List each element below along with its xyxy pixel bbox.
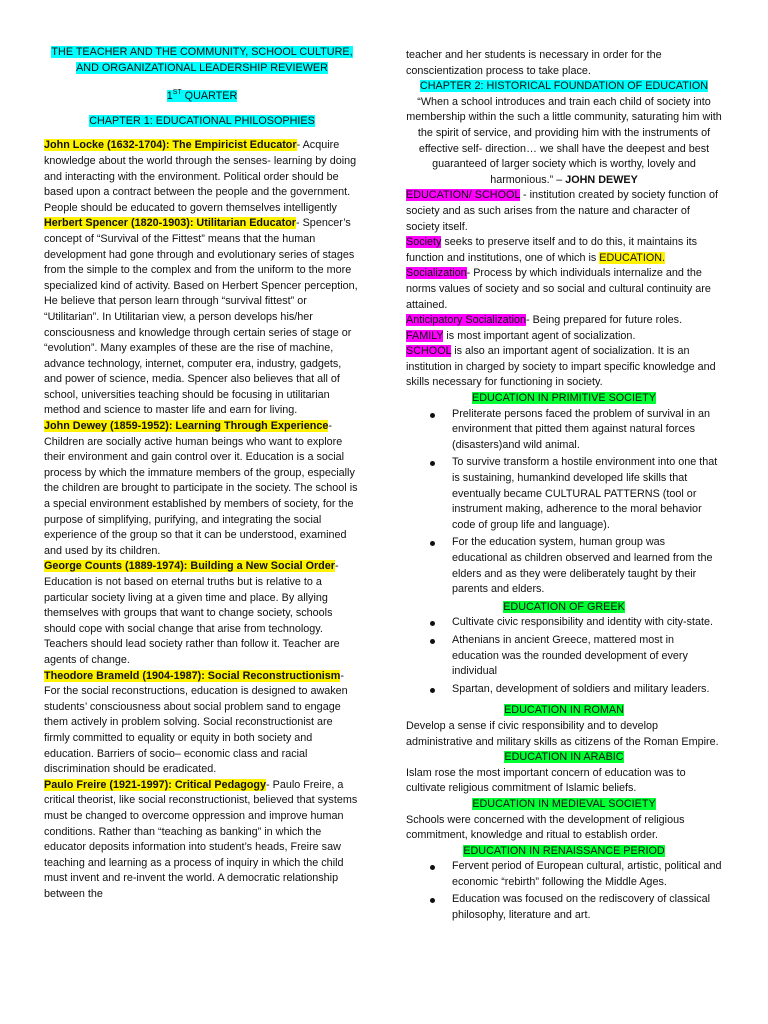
medieval-text: Schools were concerned with the development of religious commitment, knowledge and ritual to establish order. bbox=[406, 813, 685, 842]
list-item: Spartan, development of soldiers and military leaders. bbox=[406, 682, 722, 698]
definition-family: FAMILY is most important agent of socialization. bbox=[406, 329, 636, 342]
list-item: Fervent period of European cultural, artistic, political and economic “rebirth” following the Middle Ages. bbox=[406, 859, 722, 890]
term: FAMILY bbox=[406, 329, 444, 342]
section-heading-arabic: EDUCATION IN ARABIC bbox=[504, 751, 624, 764]
philosopher-text: - Children are socially active human beings who want to explore their environment and gain control over it. Education is a social process by which the immature members of the group, especially the children are brought to participate in the society. The school is a special environment established by members of society, for the purpose of simplifying, purifying, and integrating the social experience of the group so that it can be understood, examined and used by its children. bbox=[44, 420, 358, 557]
title-line-1: THE TEACHER AND THE COMMUNITY, SCHOOL CULTURE, bbox=[51, 46, 353, 58]
philosopher-name: Herbert Spencer (1820-1903): Utilitarian Educator bbox=[44, 217, 297, 230]
philosopher-text: - For the social reconstructions, education is designed to awaken students’ consciousness about social problem sand to engage them actively in problem solving. Social reconstructionist are firmly committed to equality or equity in both society and education. Barriers of socio– economic class and racial discrimination should be eradicated. bbox=[44, 669, 348, 776]
title-line-2: AND ORGANIZATIONAL LEADERSHIP REVIEWER bbox=[76, 61, 328, 74]
quote-text: “When a school introduces and train each child of society into membership within the such a little community, saturating him with the spirit of service, and providing him with the instruments of effective self- direction… we shall have the deepest and best guaranteed of larger society which is worthy, lovely and harmonious.” – bbox=[406, 95, 722, 186]
definition-anticipatory: Anticipatory Socialization- Being prepared for future roles. bbox=[406, 314, 683, 327]
philosopher-entry bbox=[44, 419, 360, 559]
quarter-number: 1 bbox=[166, 90, 173, 103]
philosopher-entry bbox=[44, 778, 360, 903]
definition-school: SCHOOL is also an important agent of socialization. It is an institution in charged by society to impart specific knowledge and skills necessary for functioning in society. bbox=[406, 345, 716, 389]
section-heading-roman: EDUCATION IN ROMAN bbox=[504, 704, 624, 717]
list-renaissance bbox=[406, 859, 722, 923]
philosopher-text: - Spencer’s concept of “Survival of the Fittest” means that the human development had gone through and evolutionary series of stages from the simple to the complex and from the uniform to the more specialized kind of activity. Based on Herbert Spencer perception, He believe that person learn through “survival fittest” or “Utilitarian”. In Utilitarian view, a person develops his/her consciousness and knowledge through certain series of stage or “evolution”. Many examples of these are the rise of machine, advance technology, internet, computer era, industry, gadgets, and power of science, media. Spencer also believes that all of school, universities teaching should be focusing in utilitarian method and science to master life and earn for living. bbox=[44, 217, 358, 417]
philosopher-name: George Counts (1889-1974): Building a New Social Order bbox=[44, 560, 335, 573]
quarter-superscript: ST bbox=[172, 89, 182, 97]
left-column bbox=[44, 0, 360, 902]
list-item: Cultivate civic responsibility and identity with city-state. bbox=[406, 615, 722, 631]
philosopher-name: Theodore Brameld (1904-1987): Social Reconstructionism bbox=[44, 669, 341, 682]
dewey-quote bbox=[406, 95, 722, 189]
definition-education-school: EDUCATION/ SCHOOL - institution created by society function of society and as such arises from the nature and character of society itself. bbox=[406, 189, 719, 233]
philosopher-name: John Locke (1632-1704): The Empiricist Educator bbox=[44, 139, 297, 152]
section-heading-greek: EDUCATION OF GREEK bbox=[503, 600, 625, 613]
section-heading-renaissance: EDUCATION IN RENAISSANCE PERIOD bbox=[463, 844, 665, 857]
quarter-heading bbox=[44, 85, 360, 105]
list-item: To survive transform a hostile environment into one that is sustaining, humankind developed life skills that eventually became CULTURAL PATTERNS (tool or instrument making, adherence to the moral behavior code of group life and language). bbox=[406, 455, 722, 533]
bullet-icon bbox=[430, 461, 435, 466]
bullet-icon bbox=[430, 413, 435, 418]
term: EDUCATION/ SCHOOL bbox=[406, 189, 520, 202]
list-greek bbox=[406, 615, 722, 697]
right-column bbox=[406, 0, 722, 926]
highlight-education: EDUCATION. bbox=[599, 251, 666, 264]
chapter-1-heading: CHAPTER 1: EDUCATIONAL PHILOSOPHIES bbox=[89, 114, 315, 127]
philosopher-entry bbox=[44, 216, 360, 419]
philosopher-entry bbox=[44, 559, 360, 668]
term: Socialization bbox=[406, 267, 467, 280]
doc-title bbox=[44, 45, 360, 76]
list-primitive bbox=[406, 407, 722, 598]
philosopher-name: John Dewey (1859-1952): Learning Through Experience bbox=[44, 420, 329, 433]
quarter-word: QUARTER bbox=[181, 90, 238, 103]
definition-socialization: Socialization- Process by which individuals internalize and the norms values of society and so social and cultural continuity are attained. bbox=[406, 267, 711, 311]
term: Anticipatory Socialization bbox=[406, 314, 527, 327]
bullet-icon bbox=[430, 541, 435, 546]
quote-author: JOHN DEWEY bbox=[565, 173, 638, 186]
section-heading-medieval: EDUCATION IN MEDIEVAL SOCIETY bbox=[472, 797, 656, 810]
philosopher-text: - Acquire knowledge about the world through the senses- learning by doing and interacting with the environment. Political order should be based upon a contract between the people and the government. People should be educated to govern themselves intelligently bbox=[44, 139, 357, 214]
bullet-icon bbox=[430, 621, 435, 626]
bullet-icon bbox=[430, 639, 435, 644]
list-item: Education was focused on the rediscovery of classical philosophy, literature and art. bbox=[406, 892, 722, 923]
list-item: Athenians in ancient Greece, mattered most in education was the rounded development of every individual bbox=[406, 633, 722, 680]
roman-text: Develop a sense if civic responsibility and to develop administrative and military skills as citizens of the Roman Empire. bbox=[406, 719, 719, 748]
freire-continuation: teacher and her students is necessary in order for the conscientization process to take place. bbox=[406, 49, 662, 77]
bullet-icon bbox=[430, 898, 435, 903]
definition-society: Society seeks to preserve itself and to do this, it maintains its function and institutions, one of which is EDUCATION. bbox=[406, 236, 698, 264]
bullet-icon bbox=[430, 688, 435, 693]
term: SCHOOL bbox=[406, 345, 452, 358]
philosopher-name: Paulo Freire (1921-1997): Critical Pedagogy bbox=[44, 778, 267, 791]
list-item: Preliterate persons faced the problem of survival in an environment that pitted them against natural forces (disasters)and wild animal. bbox=[406, 407, 722, 454]
philosopher-text: - Paulo Freire, a critical theorist, like social reconstructionist, believed that systems must be changed to overcome oppression and improve human conditions. Rather than “teaching as banking” in which the educator deposits information into student’s heads, Freire saw teaching and learning as a process of inquiry in which the child must invent and re-invent the world. A democratic relationship between the bbox=[44, 778, 358, 900]
bullet-icon bbox=[430, 865, 435, 870]
chapter-2-heading: CHAPTER 2: HISTORICAL FOUNDATION OF EDUCATION bbox=[419, 80, 709, 93]
term: Society bbox=[406, 236, 442, 249]
arabic-text: Islam rose the most important concern of education was to cultivate religious commitment of Islamic beliefs. bbox=[406, 766, 686, 795]
list-item: For the education system, human group was educational as children observed and learned from the elders and as they were deliberately taught by their parents and elders. bbox=[406, 535, 722, 597]
philosopher-entry bbox=[44, 138, 360, 216]
philosopher-text: - Education is not based on eternal truths but is relative to a particular society living at a given time and place. By allying themselves with groups that want to change society, schools should cope with social change that arise from technology. Teachers should lead society rather than follow it. Teacher are agents of change. bbox=[44, 560, 340, 666]
section-heading-primitive: EDUCATION IN PRIMITIVE SOCIETY bbox=[472, 392, 656, 405]
philosopher-entry bbox=[44, 669, 360, 778]
